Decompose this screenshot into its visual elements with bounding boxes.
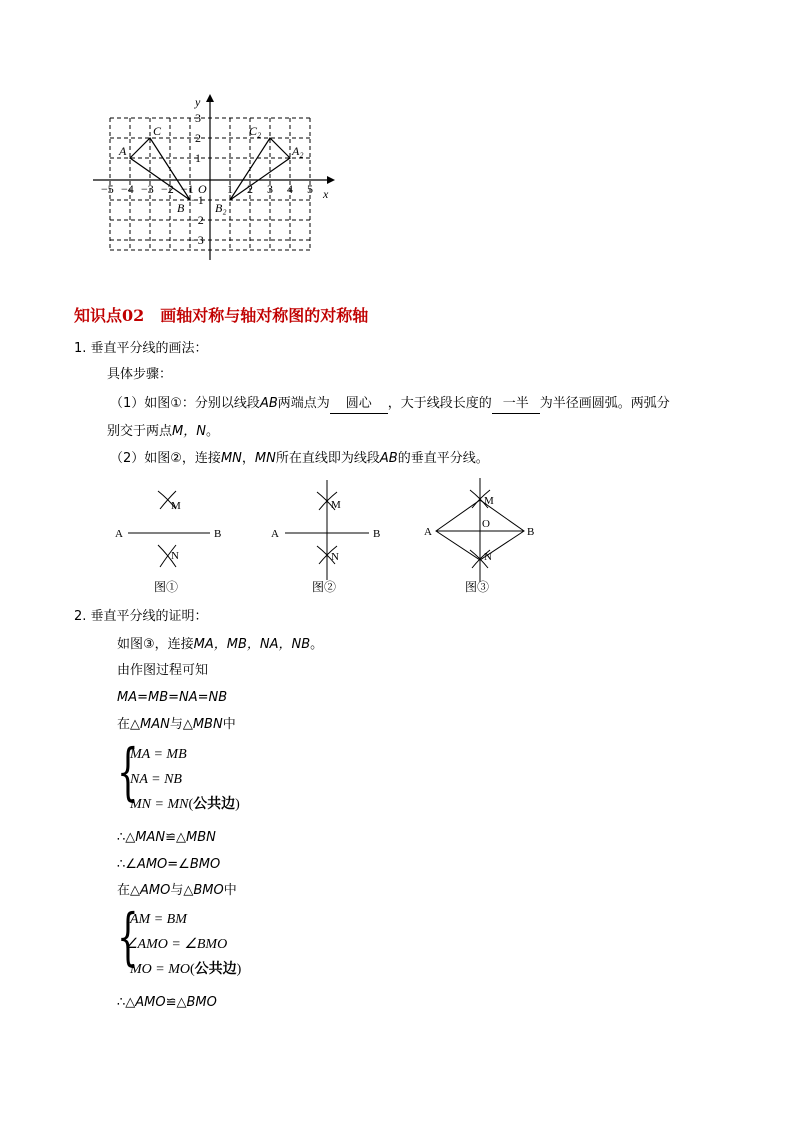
- step2-line: （2）如图②，连接MN，MN所在直线即为线段AB的垂直平分线。: [110, 451, 489, 466]
- point-label-b: B: [177, 201, 185, 215]
- figure-3: [420, 478, 545, 600]
- sys2-eq2: ∠AMO = ∠BMO: [125, 937, 228, 952]
- fig1-label-a: A: [115, 528, 123, 540]
- y-tick: −1: [191, 193, 204, 207]
- proof-line5: 在△AMO与△BMO中: [117, 883, 237, 898]
- axes: [93, 94, 335, 260]
- y-axis-label: y: [195, 95, 201, 109]
- blank-half: 一半: [492, 395, 540, 414]
- x-tick: −5: [101, 182, 114, 196]
- x-tick: 1: [227, 182, 233, 196]
- sys1-eq3: MN = MN(公共边): [130, 797, 240, 812]
- proof-line1: 如图③，连接MA，MB，NA，NB。: [117, 637, 324, 652]
- fig2-label-m: M: [331, 499, 341, 511]
- point-label-a2: A₂: [292, 144, 304, 158]
- proof-line2: 由作图过程可知: [117, 663, 209, 678]
- conclusion-2: ∴∠AMO=∠BMO: [117, 857, 221, 872]
- brace-2: {: [117, 900, 139, 973]
- x-tick: 2: [247, 182, 253, 196]
- y-tick: 3: [195, 111, 201, 125]
- fig1-label-n: N: [171, 550, 179, 562]
- figure-1: [110, 485, 230, 600]
- x-tick: −1: [181, 182, 194, 196]
- conclusion-1: ∴△MAN≌△MBN: [117, 830, 216, 845]
- fig3-label-n: N: [484, 551, 492, 563]
- fig3-label-a: A: [424, 526, 432, 538]
- section-title: 知识点02 画轴对称与轴对称图的对称轴: [74, 306, 369, 325]
- y-tick: 2: [195, 131, 201, 145]
- point-label-c: C: [153, 124, 162, 138]
- fig3-label-b: B: [527, 526, 535, 538]
- x-tick: 3: [267, 182, 273, 196]
- conclusion-3: ∴△AMO≌△BMO: [117, 995, 217, 1010]
- fig1-label-b: B: [214, 528, 222, 540]
- part2-heading: 2. 垂直平分线的证明：: [74, 609, 208, 624]
- coordinate-figure: [85, 90, 345, 265]
- fig2-label-a: A: [271, 528, 279, 540]
- sys2-eq1: AM = BM: [130, 912, 187, 927]
- figure-2: [265, 478, 390, 600]
- fig1-caption: 图①: [154, 580, 179, 594]
- fig2-caption: 图②: [312, 580, 337, 594]
- x-tick: −3: [141, 182, 154, 196]
- point-label-a: A: [119, 144, 127, 158]
- sys1-eq1: MA = MB: [130, 747, 187, 762]
- fig3-label-m: M: [484, 495, 494, 507]
- step1-line1: （1）如图①：分别以线段AB两端点为 圆心 ，大于线段长度的 一半 为半径画圆弧。两弧分: [110, 395, 670, 414]
- part1-heading: 1. 垂直平分线的画法：: [74, 341, 208, 356]
- x-tick: 5: [307, 182, 313, 196]
- origin-label: O: [198, 182, 207, 196]
- point-label-c2: C₂: [249, 124, 262, 138]
- x-tick: 4: [287, 182, 293, 196]
- proof-line4: 在△MAN与△MBN中: [117, 717, 236, 732]
- x-tick: −4: [121, 182, 134, 196]
- fig1-label-m: M: [171, 500, 181, 512]
- step1-line2: 别交于两点M，N。: [107, 424, 219, 439]
- fig3-label-o: O: [482, 518, 490, 530]
- x-axis-label: x: [323, 187, 329, 201]
- brace-1: {: [117, 735, 139, 808]
- x-tick: −2: [161, 182, 174, 196]
- y-tick: −3: [191, 233, 204, 247]
- fig2-label-b: B: [373, 528, 381, 540]
- point-label-b2: B₂: [215, 201, 227, 215]
- steps-label: 具体步骤：: [107, 367, 173, 382]
- sys1-eq2: NA = NB: [130, 772, 182, 787]
- proof-line3: MA=MB=NA=NB: [117, 690, 228, 705]
- fig3-caption: 图③: [465, 580, 490, 594]
- sys2-eq3: MO = MO(公共边): [130, 962, 242, 977]
- blank-center: 圆心: [330, 395, 388, 414]
- y-tick: −2: [191, 213, 204, 227]
- fig2-label-n: N: [331, 551, 339, 563]
- y-tick: 1: [195, 151, 201, 165]
